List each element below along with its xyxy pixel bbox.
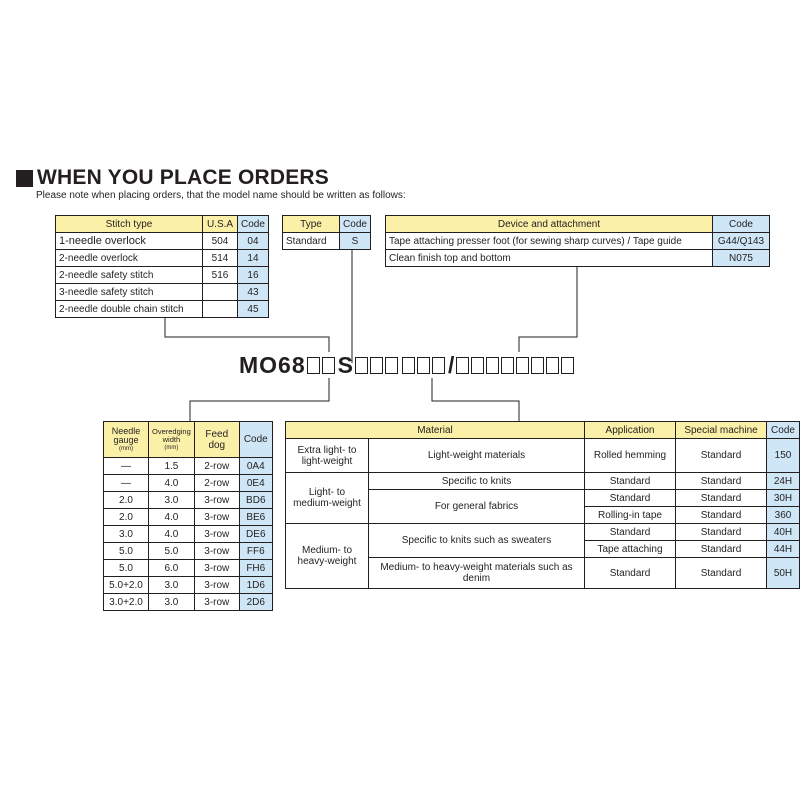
table-row — [104, 526, 273, 543]
stitch-type-cell: 2-needle safety stitch — [56, 267, 203, 284]
overedging-cell: 5.0 — [149, 543, 195, 560]
needle-cell: 3.0 — [104, 526, 149, 543]
usa-cell: 504 — [203, 233, 238, 250]
code-slot — [486, 357, 499, 374]
material-cell: Specific to knits such as sweaters — [369, 524, 585, 558]
code-slot — [456, 357, 469, 374]
overedging-width-unit: (mm) — [164, 444, 179, 451]
stitch-type-cell: 3-needle safety stitch — [56, 284, 203, 301]
code-slot — [402, 357, 415, 374]
code-cell: FF6 — [239, 543, 272, 560]
table-row — [104, 509, 273, 526]
special-cell: Standard — [676, 473, 767, 490]
group-extra-light: Extra light- to light-weight — [286, 439, 369, 473]
code-slot — [531, 357, 544, 374]
code-cell: 1D6 — [239, 577, 272, 594]
overedging-cell: 3.0 — [149, 577, 195, 594]
header-stitch-type: Stitch type — [56, 216, 203, 233]
feed-cell: 3-row — [194, 492, 239, 509]
feed-dog-table — [103, 421, 273, 611]
code-cell: 43 — [238, 284, 269, 301]
code-slot — [417, 357, 430, 374]
stitch-type-table — [55, 215, 269, 318]
overedging-cell: 4.0 — [149, 526, 195, 543]
code-slot — [355, 357, 368, 374]
header-device: Device and attachment — [386, 216, 713, 233]
code-cell: 2D6 — [239, 594, 272, 611]
application-cell: Standard — [585, 490, 676, 507]
overedging-cell: 3.0 — [149, 594, 195, 611]
material-table — [285, 421, 800, 589]
header-special-machine: Special machine — [676, 422, 767, 439]
application-cell: Standard — [585, 473, 676, 490]
table-row — [56, 250, 269, 267]
needle-cell: — — [104, 458, 149, 475]
code-cell: 16 — [238, 267, 269, 284]
code-cell: 44H — [767, 541, 800, 558]
code-cell: 150 — [767, 439, 800, 473]
model-slash: / — [447, 352, 456, 378]
header-code: Code — [239, 422, 272, 458]
table-row — [104, 458, 273, 475]
application-cell: Standard — [585, 558, 676, 589]
material-cell: Medium- to heavy-weight materials such as denim — [369, 558, 585, 589]
device-cell: Clean finish top and bottom — [386, 250, 713, 267]
page-title: WHEN YOU PLACE ORDERS — [37, 166, 330, 189]
overedging-cell: 6.0 — [149, 560, 195, 577]
header-application: Application — [585, 422, 676, 439]
code-cell: 40H — [767, 524, 800, 541]
type-cell: Standard — [283, 233, 340, 250]
device-table — [385, 215, 770, 267]
code-slot — [385, 357, 398, 374]
table-row — [56, 267, 269, 284]
usa-cell — [203, 301, 238, 318]
code-cell: 14 — [238, 250, 269, 267]
stitch-type-cell: 2-needle double chain stitch — [56, 301, 203, 318]
table-row — [104, 594, 273, 611]
feed-cell: 3-row — [194, 577, 239, 594]
special-cell: Standard — [676, 524, 767, 541]
code-cell: BD6 — [239, 492, 272, 509]
table-row — [286, 524, 800, 541]
code-slot — [516, 357, 529, 374]
code-cell: 50H — [767, 558, 800, 589]
code-slot — [546, 357, 559, 374]
code-slot — [370, 357, 383, 374]
code-slot — [561, 357, 574, 374]
application-cell: Rolling-in tape — [585, 507, 676, 524]
type-table — [282, 215, 371, 250]
code-cell: 45 — [238, 301, 269, 318]
feed-cell: 2-row — [194, 458, 239, 475]
stitch-code-slots — [307, 357, 337, 374]
table-row — [386, 250, 770, 267]
code-slot — [322, 357, 335, 374]
code-cell: FH6 — [239, 560, 272, 577]
header-code: Code — [238, 216, 269, 233]
table-row — [104, 543, 273, 560]
code-cell: 04 — [238, 233, 269, 250]
header-usa: U.S.A — [203, 216, 238, 233]
feed-cell: 3-row — [194, 543, 239, 560]
code-cell: BE6 — [239, 509, 272, 526]
table-row — [104, 492, 273, 509]
needle-cell: 2.0 — [104, 492, 149, 509]
code-cell: 0E4 — [239, 475, 272, 492]
usa-cell: 516 — [203, 267, 238, 284]
application-cell: Rolled hemming — [585, 439, 676, 473]
table-row — [286, 439, 800, 473]
overedging-cell: 3.0 — [149, 492, 195, 509]
device-code-slots — [456, 357, 576, 374]
needle-cell: 5.0 — [104, 543, 149, 560]
code-slot — [471, 357, 484, 374]
material-code-slots — [402, 357, 447, 374]
header-code: Code — [767, 422, 800, 439]
table-row — [56, 284, 269, 301]
header-code: Code — [713, 216, 770, 233]
group-light-medium: Light- to medium-weight — [286, 473, 369, 524]
feed-cell: 3-row — [194, 526, 239, 543]
stitch-type-cell: 2-needle overlock — [56, 250, 203, 267]
special-cell: Standard — [676, 507, 767, 524]
usa-cell — [203, 284, 238, 301]
material-cell: Light-weight materials — [369, 439, 585, 473]
application-cell: Standard — [585, 524, 676, 541]
overedging-width-label: Overedging width — [152, 426, 191, 444]
model-name-template — [239, 352, 577, 379]
code-cell: DE6 — [239, 526, 272, 543]
header-type: Type — [283, 216, 340, 233]
needle-cell: 3.0+2.0 — [104, 594, 149, 611]
overedging-cell: 4.0 — [149, 475, 195, 492]
needle-cell: — — [104, 475, 149, 492]
overedging-cell: 1.5 — [149, 458, 195, 475]
table-row — [286, 473, 800, 490]
table-row — [104, 577, 273, 594]
needle-cell: 5.0+2.0 — [104, 577, 149, 594]
model-type-letter: S — [337, 352, 354, 378]
header-material: Material — [286, 422, 585, 439]
special-cell: Standard — [676, 541, 767, 558]
usa-cell: 514 — [203, 250, 238, 267]
code-cell: 24H — [767, 473, 800, 490]
order-note: Please note when placing orders, that the model name should be written as follows: — [36, 190, 406, 201]
material-cell: For general fabrics — [369, 490, 585, 524]
header-code: Code — [340, 216, 371, 233]
overedging-cell: 4.0 — [149, 509, 195, 526]
feed-cell: 2-row — [194, 475, 239, 492]
feed-code-slots — [355, 357, 400, 374]
table-row — [56, 301, 269, 318]
code-slot — [501, 357, 514, 374]
feed-cell: 3-row — [194, 560, 239, 577]
code-cell: S — [340, 233, 371, 250]
code-slot — [432, 357, 445, 374]
needle-cell: 2.0 — [104, 509, 149, 526]
header-needle-gauge — [104, 422, 149, 458]
header-feed-dog: Feed dog — [194, 422, 239, 458]
table-row — [56, 233, 269, 250]
feed-cell: 3-row — [194, 509, 239, 526]
special-cell: Standard — [676, 439, 767, 473]
code-cell: G44/Q143 — [713, 233, 770, 250]
code-cell: 0A4 — [239, 458, 272, 475]
header-overedging-width — [149, 422, 195, 458]
code-cell: 30H — [767, 490, 800, 507]
code-cell: 360 — [767, 507, 800, 524]
device-cell: Tape attaching presser foot (for sewing sharp curves) / Tape guide — [386, 233, 713, 250]
feed-cell: 3-row — [194, 594, 239, 611]
special-cell: Standard — [676, 558, 767, 589]
table-row — [104, 475, 273, 492]
material-cell: Specific to knits — [369, 473, 585, 490]
table-row — [283, 233, 371, 250]
needle-cell: 5.0 — [104, 560, 149, 577]
code-cell: N075 — [713, 250, 770, 267]
code-slot — [307, 357, 320, 374]
special-cell: Standard — [676, 490, 767, 507]
model-prefix: MO68 — [239, 352, 306, 378]
table-row — [104, 560, 273, 577]
application-cell: Tape attaching — [585, 541, 676, 558]
group-medium-heavy: Medium- to heavy-weight — [286, 524, 369, 589]
needle-gauge-unit: (mm) — [119, 445, 133, 452]
stitch-type-cell: 1-needle overlock — [56, 233, 203, 250]
table-row — [386, 233, 770, 250]
needle-gauge-label: Needle gauge — [111, 425, 141, 445]
